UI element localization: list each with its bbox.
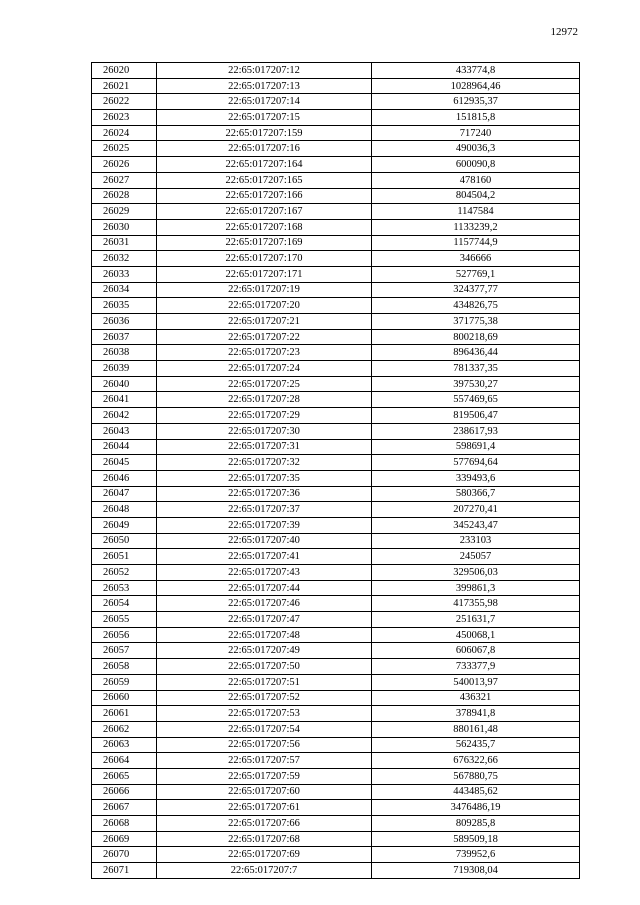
row-number-cell: 26020 — [92, 63, 157, 79]
table-row — [92, 345, 580, 361]
cadastral-value-cell: 880161,48 — [372, 721, 580, 737]
cadastral-value-cell: 329506,03 — [372, 565, 580, 581]
cadastral-value-cell: 1157744,9 — [372, 235, 580, 251]
table-row — [92, 565, 580, 581]
row-number-cell: 26069 — [92, 831, 157, 847]
cadastral-number-cell: 22:65:017207:168 — [157, 219, 372, 235]
cadastral-number-cell: 22:65:017207:66 — [157, 816, 372, 832]
cadastral-number-cell: 22:65:017207:12 — [157, 63, 372, 79]
cadastral-number-cell: 22:65:017207:167 — [157, 204, 372, 220]
cadastral-value-cell: 478160 — [372, 172, 580, 188]
cadastral-value-cell: 567880,75 — [372, 768, 580, 784]
row-number-cell: 26028 — [92, 188, 157, 204]
cadastral-value-cell: 3476486,19 — [372, 800, 580, 816]
row-number-cell: 26057 — [92, 643, 157, 659]
cadastral-value-cell: 450068,1 — [372, 627, 580, 643]
cadastral-number-cell: 22:65:017207:165 — [157, 172, 372, 188]
row-number-cell: 26041 — [92, 392, 157, 408]
cadastral-value-cell: 809285,8 — [372, 816, 580, 832]
row-number-cell: 26039 — [92, 361, 157, 377]
cadastral-number-cell: 22:65:017207:41 — [157, 549, 372, 565]
table-row — [92, 188, 580, 204]
cadastral-value-cell: 804504,2 — [372, 188, 580, 204]
cadastral-value-cell: 238617,93 — [372, 423, 580, 439]
cadastral-number-cell: 22:65:017207:69 — [157, 847, 372, 863]
cadastral-number-cell: 22:65:017207:31 — [157, 439, 372, 455]
table-row — [92, 455, 580, 471]
table-row — [92, 94, 580, 110]
cadastral-number-cell: 22:65:017207:56 — [157, 737, 372, 753]
cadastral-number-cell: 22:65:017207:23 — [157, 345, 372, 361]
cadastral-number-cell: 22:65:017207:52 — [157, 690, 372, 706]
cadastral-number-cell: 22:65:017207:7 — [157, 863, 372, 879]
cadastral-number-cell: 22:65:017207:53 — [157, 706, 372, 722]
row-number-cell: 26055 — [92, 612, 157, 628]
table-row — [92, 706, 580, 722]
table-row — [92, 816, 580, 832]
row-number-cell: 26048 — [92, 502, 157, 518]
cadastral-value-cell: 233103 — [372, 533, 580, 549]
cadastral-value-cell: 417355,98 — [372, 596, 580, 612]
cadastral-number-cell: 22:65:017207:171 — [157, 266, 372, 282]
row-number-cell: 26070 — [92, 847, 157, 863]
table-body — [92, 63, 580, 879]
table-row — [92, 784, 580, 800]
cadastral-value-cell: 436321 — [372, 690, 580, 706]
row-number-cell: 26063 — [92, 737, 157, 753]
row-number-cell: 26043 — [92, 423, 157, 439]
table-row — [92, 204, 580, 220]
cadastral-value-cell: 378941,8 — [372, 706, 580, 722]
cadastral-number-cell: 22:65:017207:20 — [157, 298, 372, 314]
table-row — [92, 674, 580, 690]
row-number-cell: 26027 — [92, 172, 157, 188]
row-number-cell: 26037 — [92, 329, 157, 345]
table-row — [92, 768, 580, 784]
cadastral-value-cell: 527769,1 — [372, 266, 580, 282]
cadastral-number-cell: 22:65:017207:13 — [157, 78, 372, 94]
cadastral-value-cell: 719308,04 — [372, 863, 580, 879]
row-number-cell: 26029 — [92, 204, 157, 220]
cadastral-value-cell: 251631,7 — [372, 612, 580, 628]
table-row — [92, 125, 580, 141]
row-number-cell: 26024 — [92, 125, 157, 141]
row-number-cell: 26056 — [92, 627, 157, 643]
row-number-cell: 26059 — [92, 674, 157, 690]
row-number-cell: 26021 — [92, 78, 157, 94]
cadastral-number-cell: 22:65:017207:28 — [157, 392, 372, 408]
table-row — [92, 533, 580, 549]
row-number-cell: 26067 — [92, 800, 157, 816]
row-number-cell: 26044 — [92, 439, 157, 455]
row-number-cell: 26045 — [92, 455, 157, 471]
cadastral-number-cell: 22:65:017207:40 — [157, 533, 372, 549]
table-row — [92, 737, 580, 753]
cadastral-number-cell: 22:65:017207:59 — [157, 768, 372, 784]
cadastral-value-table — [91, 62, 580, 879]
cadastral-number-cell: 22:65:017207:30 — [157, 423, 372, 439]
cadastral-number-cell: 22:65:017207:21 — [157, 314, 372, 330]
row-number-cell: 26026 — [92, 157, 157, 173]
table-row — [92, 753, 580, 769]
cadastral-value-cell: 346666 — [372, 251, 580, 267]
row-number-cell: 26049 — [92, 517, 157, 533]
row-number-cell: 26068 — [92, 816, 157, 832]
cadastral-value-cell: 324377,77 — [372, 282, 580, 298]
cadastral-value-cell: 540013,97 — [372, 674, 580, 690]
cadastral-number-cell: 22:65:017207:68 — [157, 831, 372, 847]
row-number-cell: 26036 — [92, 314, 157, 330]
row-number-cell: 26040 — [92, 376, 157, 392]
cadastral-value-cell: 399861,3 — [372, 580, 580, 596]
page-number: 12972 — [550, 26, 578, 38]
row-number-cell: 26050 — [92, 533, 157, 549]
cadastral-value-cell: 589509,18 — [372, 831, 580, 847]
cadastral-number-cell: 22:65:017207:60 — [157, 784, 372, 800]
cadastral-value-cell: 598691,4 — [372, 439, 580, 455]
cadastral-value-cell: 733377,9 — [372, 659, 580, 675]
cadastral-number-cell: 22:65:017207:25 — [157, 376, 372, 392]
cadastral-value-cell: 443485,62 — [372, 784, 580, 800]
row-number-cell: 26064 — [92, 753, 157, 769]
cadastral-number-cell: 22:65:017207:37 — [157, 502, 372, 518]
table-row — [92, 266, 580, 282]
table-row — [92, 157, 580, 173]
cadastral-value-cell: 245057 — [372, 549, 580, 565]
cadastral-value-cell: 800218,69 — [372, 329, 580, 345]
cadastral-value-cell: 434826,75 — [372, 298, 580, 314]
cadastral-value-cell: 676322,66 — [372, 753, 580, 769]
row-number-cell: 26065 — [92, 768, 157, 784]
cadastral-value-cell: 371775,38 — [372, 314, 580, 330]
table-row — [92, 408, 580, 424]
cadastral-number-cell: 22:65:017207:169 — [157, 235, 372, 251]
cadastral-value-cell: 1028964,46 — [372, 78, 580, 94]
cadastral-number-cell: 22:65:017207:43 — [157, 565, 372, 581]
cadastral-number-cell: 22:65:017207:48 — [157, 627, 372, 643]
table-row — [92, 78, 580, 94]
cadastral-number-cell: 22:65:017207:49 — [157, 643, 372, 659]
cadastral-number-cell: 22:65:017207:35 — [157, 470, 372, 486]
cadastral-value-cell: 1133239,2 — [372, 219, 580, 235]
cadastral-number-cell: 22:65:017207:44 — [157, 580, 372, 596]
row-number-cell: 26071 — [92, 863, 157, 879]
cadastral-value-cell: 781337,35 — [372, 361, 580, 377]
table-row — [92, 517, 580, 533]
table-row — [92, 219, 580, 235]
cadastral-number-cell: 22:65:017207:166 — [157, 188, 372, 204]
cadastral-number-cell: 22:65:017207:50 — [157, 659, 372, 675]
row-number-cell: 26042 — [92, 408, 157, 424]
row-number-cell: 26025 — [92, 141, 157, 157]
cadastral-value-cell: 580366,7 — [372, 486, 580, 502]
table-row — [92, 659, 580, 675]
cadastral-number-cell: 22:65:017207:32 — [157, 455, 372, 471]
table-row — [92, 141, 580, 157]
row-number-cell: 26031 — [92, 235, 157, 251]
cadastral-number-cell: 22:65:017207:15 — [157, 110, 372, 126]
table-row — [92, 549, 580, 565]
table-row — [92, 361, 580, 377]
table-row — [92, 847, 580, 863]
table-row — [92, 486, 580, 502]
row-number-cell: 26060 — [92, 690, 157, 706]
table-row — [92, 376, 580, 392]
table-row — [92, 470, 580, 486]
cadastral-value-cell: 739952,6 — [372, 847, 580, 863]
cadastral-number-cell: 22:65:017207:14 — [157, 94, 372, 110]
row-number-cell: 26023 — [92, 110, 157, 126]
row-number-cell: 26054 — [92, 596, 157, 612]
cadastral-value-cell: 612935,37 — [372, 94, 580, 110]
table-row — [92, 627, 580, 643]
row-number-cell: 26058 — [92, 659, 157, 675]
table-row — [92, 329, 580, 345]
cadastral-value-cell: 345243,47 — [372, 517, 580, 533]
table-row — [92, 721, 580, 737]
table-row — [92, 251, 580, 267]
cadastral-number-cell: 22:65:017207:46 — [157, 596, 372, 612]
cadastral-value-cell: 151815,8 — [372, 110, 580, 126]
cadastral-value-cell: 339493,6 — [372, 470, 580, 486]
cadastral-value-cell: 562435,7 — [372, 737, 580, 753]
row-number-cell: 26053 — [92, 580, 157, 596]
cadastral-value-cell: 1147584 — [372, 204, 580, 220]
row-number-cell: 26061 — [92, 706, 157, 722]
cadastral-number-cell: 22:65:017207:61 — [157, 800, 372, 816]
cadastral-number-cell: 22:65:017207:47 — [157, 612, 372, 628]
table-row — [92, 580, 580, 596]
table-row — [92, 643, 580, 659]
table-row — [92, 235, 580, 251]
table-row — [92, 596, 580, 612]
table-row — [92, 314, 580, 330]
cadastral-number-cell: 22:65:017207:54 — [157, 721, 372, 737]
cadastral-number-cell: 22:65:017207:36 — [157, 486, 372, 502]
table-row — [92, 863, 580, 879]
row-number-cell: 26062 — [92, 721, 157, 737]
table-row — [92, 800, 580, 816]
row-number-cell: 26022 — [92, 94, 157, 110]
cadastral-number-cell: 22:65:017207:57 — [157, 753, 372, 769]
cadastral-value-cell: 433774,8 — [372, 63, 580, 79]
table-row — [92, 439, 580, 455]
cadastral-value-cell: 600090,8 — [372, 157, 580, 173]
row-number-cell: 26046 — [92, 470, 157, 486]
cadastral-value-cell: 896436,44 — [372, 345, 580, 361]
table-row — [92, 298, 580, 314]
row-number-cell: 26066 — [92, 784, 157, 800]
table-row — [92, 690, 580, 706]
table-row — [92, 392, 580, 408]
cadastral-value-cell: 717240 — [372, 125, 580, 141]
row-number-cell: 26033 — [92, 266, 157, 282]
row-number-cell: 26038 — [92, 345, 157, 361]
cadastral-value-cell: 490036,3 — [372, 141, 580, 157]
cadastral-value-cell: 397530,27 — [372, 376, 580, 392]
cadastral-number-cell: 22:65:017207:39 — [157, 517, 372, 533]
row-number-cell: 26035 — [92, 298, 157, 314]
table-row — [92, 612, 580, 628]
table-row — [92, 282, 580, 298]
table-row — [92, 423, 580, 439]
cadastral-number-cell: 22:65:017207:170 — [157, 251, 372, 267]
cadastral-number-cell: 22:65:017207:51 — [157, 674, 372, 690]
cadastral-value-cell: 606067,8 — [372, 643, 580, 659]
table-row — [92, 831, 580, 847]
cadastral-value-cell: 819506,47 — [372, 408, 580, 424]
cadastral-value-cell: 207270,41 — [372, 502, 580, 518]
row-number-cell: 26052 — [92, 565, 157, 581]
cadastral-number-cell: 22:65:017207:24 — [157, 361, 372, 377]
cadastral-number-cell: 22:65:017207:29 — [157, 408, 372, 424]
cadastral-value-cell: 557469,65 — [372, 392, 580, 408]
row-number-cell: 26030 — [92, 219, 157, 235]
row-number-cell: 26032 — [92, 251, 157, 267]
table-row — [92, 110, 580, 126]
cadastral-number-cell: 22:65:017207:22 — [157, 329, 372, 345]
cadastral-number-cell: 22:65:017207:164 — [157, 157, 372, 173]
cadastral-number-cell: 22:65:017207:159 — [157, 125, 372, 141]
cadastral-number-cell: 22:65:017207:19 — [157, 282, 372, 298]
cadastral-value-cell: 577694,64 — [372, 455, 580, 471]
table-row — [92, 172, 580, 188]
table-row — [92, 502, 580, 518]
table-row — [92, 63, 580, 79]
row-number-cell: 26034 — [92, 282, 157, 298]
cadastral-number-cell: 22:65:017207:16 — [157, 141, 372, 157]
row-number-cell: 26051 — [92, 549, 157, 565]
row-number-cell: 26047 — [92, 486, 157, 502]
